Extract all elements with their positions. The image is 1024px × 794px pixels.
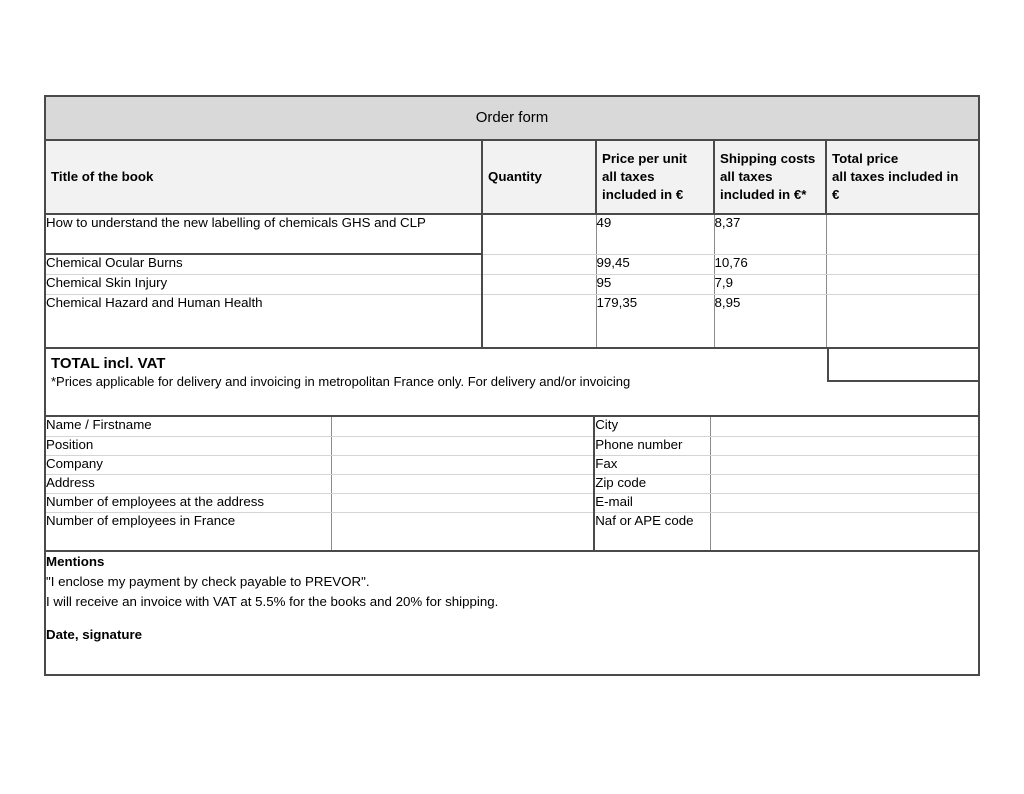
contact-input-fax[interactable]	[710, 455, 978, 474]
mentions-spacer	[46, 612, 978, 625]
contact-input-naf[interactable]	[710, 512, 978, 550]
column-header-total-price	[826, 140, 979, 214]
shipping-cost-1: 10,76	[714, 254, 826, 274]
unit-price-3: 179,35	[596, 294, 714, 348]
contact-input-company[interactable]	[332, 455, 595, 474]
column-header-unit-price-line2: all taxes	[602, 169, 655, 185]
book-title-1: Chemical Ocular Burns	[45, 254, 482, 274]
contact-section	[45, 416, 979, 551]
total-price-input[interactable]	[827, 349, 980, 382]
column-header-total-price-line2: all taxes included in	[832, 169, 959, 185]
contact-row	[46, 512, 978, 550]
total-label: TOTAL incl. VAT	[51, 355, 166, 372]
table-row	[45, 254, 979, 274]
contact-input-phone[interactable]	[710, 436, 978, 455]
mentions-title: Mentions	[46, 554, 105, 569]
total-price-1[interactable]	[826, 254, 979, 274]
quantity-field-3[interactable]	[482, 294, 596, 348]
quantity-field-0[interactable]	[482, 214, 596, 254]
contact-label-position: Position	[46, 436, 332, 455]
quantity-field-1[interactable]	[482, 254, 596, 274]
contact-row	[46, 455, 978, 474]
mentions-line-2: I will receive an invoice with VAT at 5.5% for the books and 20% for shipping.	[46, 593, 499, 609]
contact-input-name[interactable]	[332, 417, 595, 436]
contact-label-company: Company	[46, 455, 332, 474]
column-header-shipping	[714, 140, 826, 214]
column-header-title: Title of the book	[45, 140, 482, 214]
quantity-field-2[interactable]	[482, 274, 596, 294]
unit-price-2: 95	[596, 274, 714, 294]
book-title-3: Chemical Hazard and Human Health	[45, 294, 482, 348]
column-header-shipping-line2: all taxes	[720, 169, 773, 185]
total-block-inner	[46, 349, 978, 391]
column-header-shipping-line3: included in €*	[720, 186, 807, 202]
contact-input-position[interactable]	[332, 436, 595, 455]
order-form-table	[44, 95, 980, 676]
contact-label-fax: Fax	[594, 455, 710, 474]
shipping-cost-3: 8,95	[714, 294, 826, 348]
shipping-cost-0: 8,37	[714, 214, 826, 254]
contact-input-zip[interactable]	[710, 474, 978, 493]
contact-row	[46, 493, 978, 512]
column-header-unit-price	[596, 140, 714, 214]
table-row	[45, 274, 979, 294]
mentions-block	[45, 551, 979, 675]
contact-label-phone: Phone number	[594, 436, 710, 455]
contact-label-name: Name / Firstname	[46, 417, 332, 436]
column-header-unit-price-line1: Price per unit	[602, 151, 687, 167]
page-title: Order form	[45, 96, 979, 140]
contact-grid-cell	[45, 416, 979, 551]
column-header-unit-price-line3: included in €	[602, 186, 684, 202]
contact-label-email: E-mail	[594, 493, 710, 512]
contact-label-employees-france: Number of employees in France	[46, 512, 332, 550]
column-header-total-price-line1: Total price	[832, 151, 899, 167]
mentions-section	[45, 551, 979, 675]
total-footnote: *Prices applicable for delivery and invoicing in metropolitan France only. For delivery and/or invoicing	[51, 374, 631, 390]
table-header-row	[45, 140, 979, 214]
date-signature-label: Date, signature	[46, 626, 143, 642]
contact-row	[46, 474, 978, 493]
unit-price-1: 99,45	[596, 254, 714, 274]
total-block	[45, 348, 979, 416]
contact-input-address[interactable]	[332, 474, 595, 493]
column-header-quantity: Quantity	[482, 140, 596, 214]
contact-input-employees-france[interactable]	[332, 512, 595, 550]
form-title-row	[45, 96, 979, 140]
total-price-0[interactable]	[826, 214, 979, 254]
contact-label-naf: Naf or APE code	[594, 512, 710, 550]
contact-input-email[interactable]	[710, 493, 978, 512]
contact-row	[46, 417, 978, 436]
mentions-line-1: "I enclose my payment by check payable to PREVOR".	[46, 573, 370, 589]
column-header-shipping-line1: Shipping costs	[720, 151, 816, 167]
contact-label-city: City	[594, 417, 710, 436]
column-header-total-price-line3: €	[832, 186, 840, 202]
shipping-cost-2: 7,9	[714, 274, 826, 294]
contact-grid	[46, 417, 978, 550]
table-row	[45, 214, 979, 254]
contact-label-zip: Zip code	[594, 474, 710, 493]
book-title-0: How to understand the new labelling of chemicals GHS and CLP	[45, 214, 482, 254]
table-row	[45, 294, 979, 348]
total-price-2[interactable]	[826, 274, 979, 294]
contact-input-employees-address[interactable]	[332, 493, 595, 512]
contact-row	[46, 436, 978, 455]
unit-price-0: 49	[596, 214, 714, 254]
book-title-2: Chemical Skin Injury	[45, 274, 482, 294]
contact-label-employees-address: Number of employees at the address	[46, 493, 332, 512]
total-price-3[interactable]	[826, 294, 979, 348]
contact-label-address: Address	[46, 474, 332, 493]
total-row	[45, 348, 979, 416]
contact-input-city[interactable]	[710, 417, 978, 436]
